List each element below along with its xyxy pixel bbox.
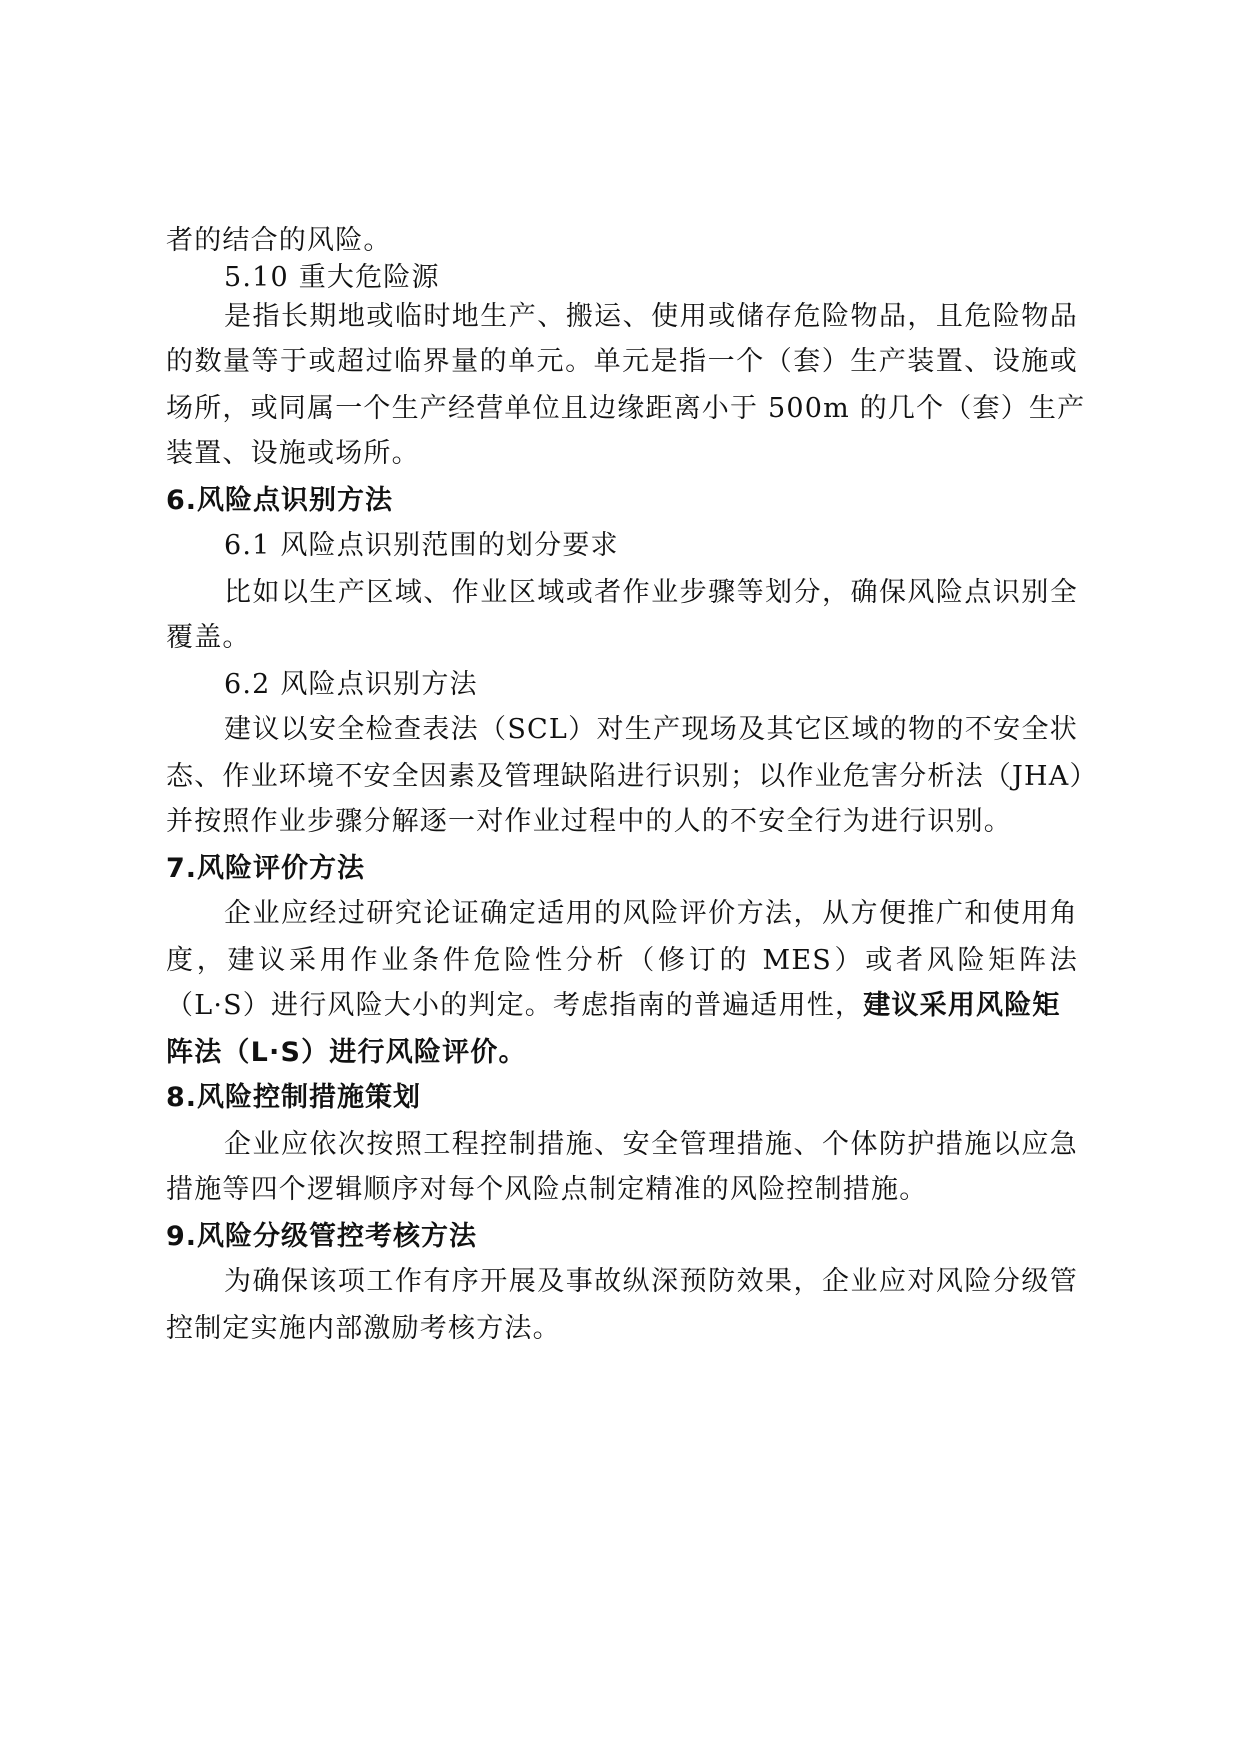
paragraph-line: 的数量等于或超过临界量的单元。单元是指一个（套）生产装置、设施或 — [166, 346, 1078, 377]
heading-8: 8.风险控制措施策划 — [166, 1082, 422, 1113]
paragraph-line: 建议以安全检查表法（SCL）对生产现场及其它区域的物的不安全状 — [224, 714, 1078, 745]
section-title-6-1: 6.1 风险点识别范围的划分要求 — [224, 530, 619, 561]
bold-emphasis: 建议采用风险矩 — [863, 990, 1061, 1021]
paragraph-line: 场所，或同属一个生产经营单位且边缘距离小于 500m 的几个（套）生产 — [166, 393, 1086, 424]
paragraph-line: 并按照作业步骤分解逐一对作业过程中的人的不安全行为进行识别。 — [166, 806, 1012, 837]
paragraph-line: 控制定实施内部激励考核方法。 — [166, 1313, 561, 1344]
paragraph-line: 比如以生产区域、作业区域或者作业步骤等划分，确保风险点识别全 — [224, 577, 1078, 608]
paragraph-line: 者的结合的风险。 — [166, 225, 392, 256]
paragraph-line: 措施等四个逻辑顺序对每个风险点制定精准的风险控制措施。 — [166, 1174, 928, 1205]
paragraph-line: 装置、设施或场所。 — [166, 438, 420, 469]
section-title-6-2: 6.2 风险点识别方法 — [224, 669, 478, 700]
bold-emphasis-line: 阵法（L·S）进行风险评价。 — [166, 1037, 527, 1068]
section-title-5-10: 5.10 重大危险源 — [224, 262, 440, 293]
paragraph-line — [166, 989, 1061, 1023]
heading-6: 6.风险点识别方法 — [166, 485, 394, 516]
paragraph-line: 度，建议采用作业条件危险性分析（修订的 MES）或者风险矩阵法 — [166, 945, 1078, 976]
paragraph-line: 企业应经过研究论证确定适用的风险评价方法，从方便推广和使用角 — [224, 898, 1078, 929]
paragraph-line: 覆盖。 — [166, 622, 251, 653]
paragraph-line: 企业应依次按照工程控制措施、安全管理措施、个体防护措施以应急 — [224, 1129, 1078, 1160]
heading-7: 7.风险评价方法 — [166, 853, 366, 884]
paragraph-line: 是指长期地或临时地生产、搬运、使用或储存危险物品，且危险物品 — [224, 301, 1078, 332]
paragraph-line: 态、作业环境不安全因素及管理缺陷进行识别；以作业危害分析法（JHA） — [166, 761, 1098, 792]
paragraph-text: （L·S）进行风险大小的判定。考虑指南的普遍适用性， — [166, 990, 864, 1021]
paragraph-line: 为确保该项工作有序开展及事故纵深预防效果，企业应对风险分级管 — [224, 1266, 1078, 1297]
heading-9: 9.风险分级管控考核方法 — [166, 1221, 478, 1252]
